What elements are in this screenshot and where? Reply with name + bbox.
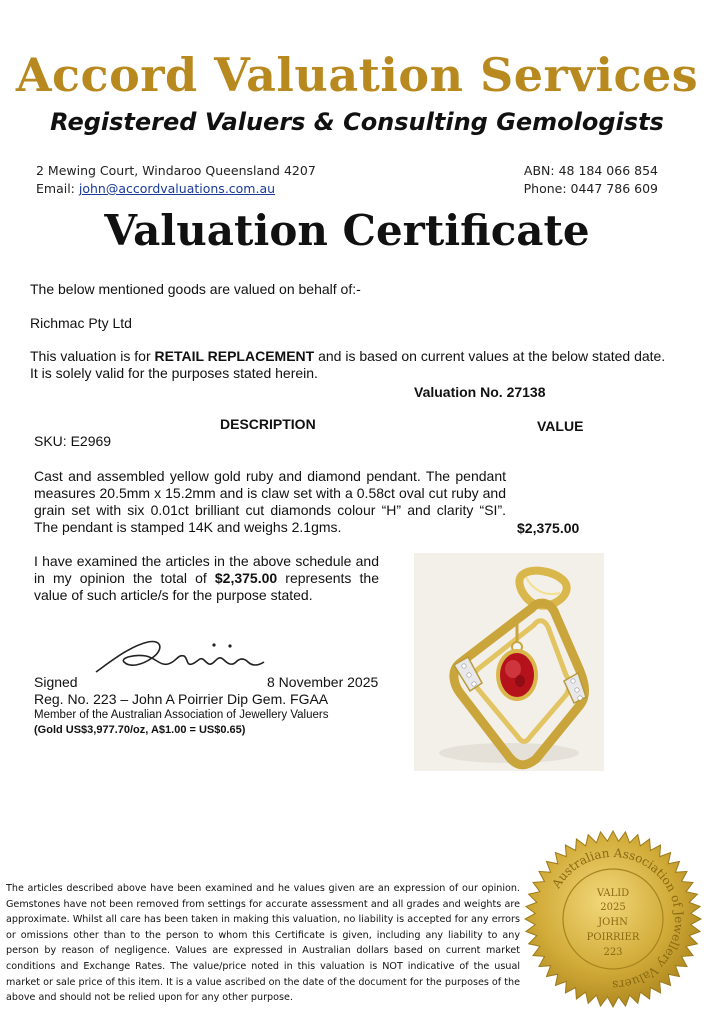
client-name: Richmac Pty Ltd bbox=[30, 315, 132, 331]
item-description: Cast and assembled yellow gold ruby and diamond pendant. The pendant measures 20.5mm x 15.2mm and is claw set with a 0.58ct oval cut ruby and grain set with six 0.01ct brilliant cut diamonds colour “H” and clarity “SI”. The pendant is stamped 14K and weighs 2.1gms. bbox=[34, 468, 506, 535]
pendant-photo bbox=[414, 553, 604, 771]
seal-icon bbox=[524, 830, 702, 1008]
association-seal bbox=[524, 830, 702, 1008]
seal-line2: 2025 bbox=[600, 902, 626, 913]
phone: Phone: 0447 786 609 bbox=[523, 181, 658, 196]
registration-number: Reg. No. 223 – John A Poirrier Dip Gem. FGAA bbox=[34, 691, 329, 707]
purpose-post: and is based on current values at the below stated date. It is solely valid for the purposes stated herein. bbox=[30, 348, 666, 381]
purpose-type: RETAIL REPLACEMENT bbox=[154, 348, 315, 364]
email-line bbox=[36, 180, 275, 198]
signed-date: 8 November 2025 bbox=[267, 674, 379, 690]
signature-image bbox=[90, 632, 270, 682]
seal-ring-text: Australian Association of Jewellery Valuers bbox=[549, 845, 687, 993]
address: 2 Mewing Court, Windaroo Queensland 4207 bbox=[36, 163, 316, 178]
opinion-amount: $2,375.00 bbox=[214, 570, 278, 586]
seal-line1: VALID bbox=[596, 888, 630, 899]
seal-line4: POIRRIER bbox=[586, 932, 640, 943]
gold-price-note: (Gold US$3,977.70/oz, A$1.00 = US$0.65) bbox=[34, 724, 246, 736]
abn: ABN: 48 184 066 854 bbox=[523, 163, 658, 178]
behalf-text: The below mentioned goods are valued on behalf of:- bbox=[30, 281, 361, 297]
disclaimer: The articles described above have been examined and he values given are an expression of our opinion. Gemstones have not been removed from settings for accurate assessment and all grades and weights are approximate. Whilst all care has been taken in making this valuation, no liability is accepted for any errors or omissions other than to the person to whom this Certificate is given, including any liability to any person by reason of negligence. Values are expressed in Australian dollars based on current market conditions and Exchange Rates. The value/price noted in this valuation is NOT indicative of the usual market or sale price of this item. It is a value ascribed on the date of the document for the purposes of the above and should not be relied upon for any other purpose. bbox=[6, 883, 520, 1004]
seal-line3: JOHN bbox=[598, 917, 628, 928]
company-name: Accord Valuation Services bbox=[15, 48, 699, 102]
description-header: DESCRIPTION bbox=[220, 416, 316, 432]
opinion-post: represents the value of such article/s for the purpose stated. bbox=[34, 570, 379, 603]
pendant-image bbox=[414, 553, 604, 771]
signed-label: Signed bbox=[34, 674, 78, 690]
value-header: VALUE bbox=[537, 418, 584, 434]
purpose-pre: This valuation is for bbox=[30, 348, 155, 364]
certificate-title: Valuation Certificate bbox=[104, 206, 590, 255]
membership: Member of the Australian Association of Jewellery Valuers bbox=[34, 709, 329, 721]
purpose-text bbox=[30, 348, 670, 382]
seal-line5: 223 bbox=[603, 947, 623, 958]
opinion-text bbox=[34, 553, 379, 604]
email-link[interactable]: john@accordvaluations.com.au bbox=[78, 181, 276, 196]
company-tagline: Registered Valuers & Consulting Gemologists bbox=[50, 108, 664, 136]
opinion-pre: I have examined the articles in the above schedule and in my opinion the total of bbox=[34, 553, 379, 586]
signature bbox=[90, 632, 270, 682]
email-label: Email: bbox=[36, 181, 79, 196]
sku: SKU: E2969 bbox=[34, 433, 112, 449]
item-value: $2,375.00 bbox=[517, 520, 580, 536]
valuation-number: Valuation No. 27138 bbox=[414, 384, 546, 400]
